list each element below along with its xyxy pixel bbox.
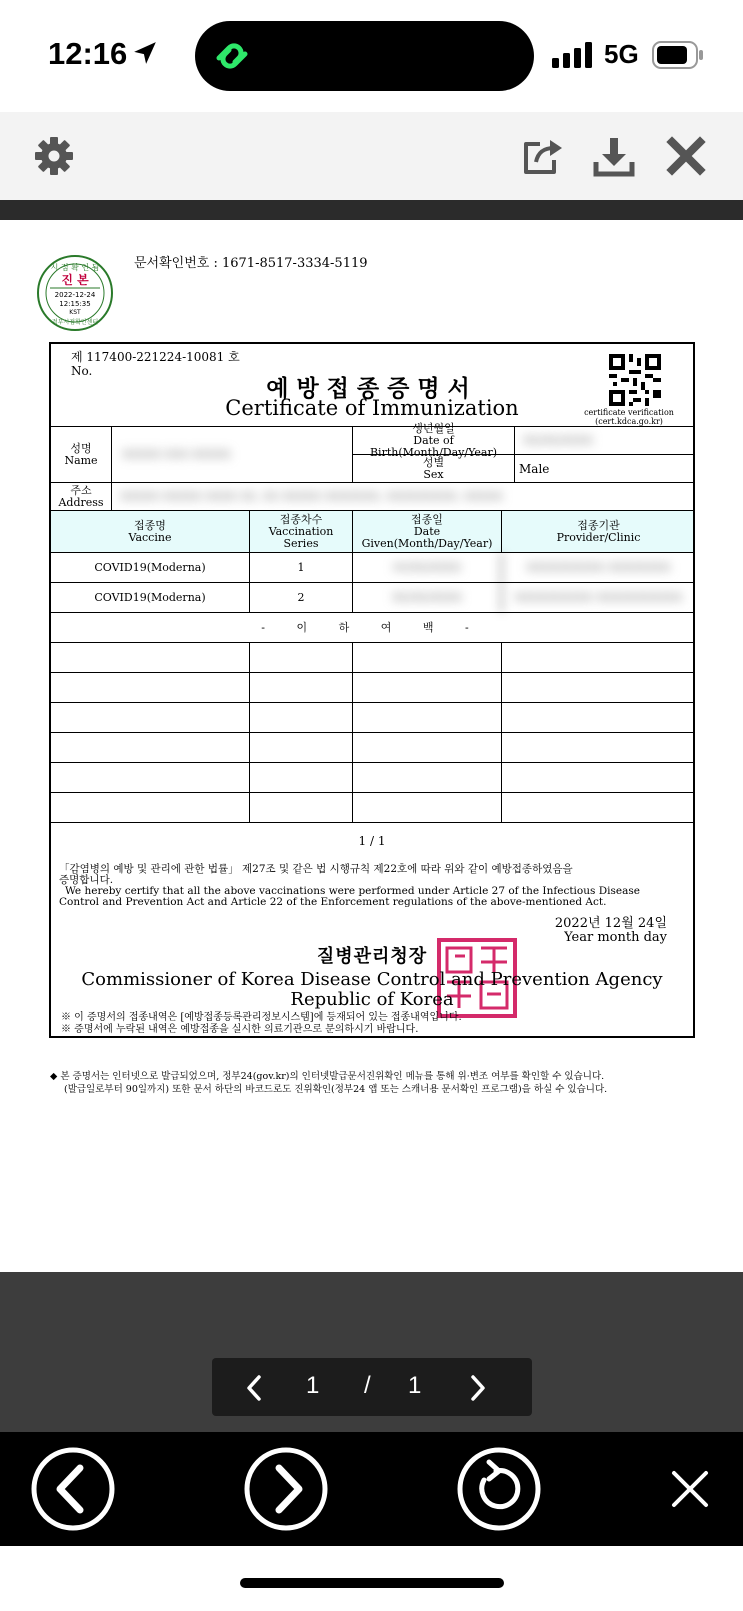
next-page-icon[interactable] <box>468 1374 488 1402</box>
empty-row <box>51 672 693 702</box>
status-bar <box>0 0 743 112</box>
sex-label-ko: 성별 <box>422 455 445 469</box>
qr-caption-url: (cert.kdca.go.kr) <box>595 417 663 426</box>
close-icon[interactable] <box>664 134 708 178</box>
dynamic-island <box>195 21 534 91</box>
stamp-time: 12:15:35 <box>59 300 91 308</box>
col-date-ko: 접종일 <box>411 512 443 526</box>
network-type: 5G <box>604 39 639 69</box>
refresh-circle-icon[interactable] <box>456 1446 542 1532</box>
note-1: ※ 이 증명서의 접종내역은 [예방접종등록관리정보시스템]에 등재되어 있는 접종내역입니다. <box>61 1012 462 1023</box>
qr-code[interactable] <box>609 354 661 406</box>
close-x-icon[interactable] <box>650 1446 730 1532</box>
sex-label-en: Sex <box>423 467 444 481</box>
dob-value: XX/XX/XXXX <box>523 433 594 447</box>
table-bottom-line <box>51 822 693 823</box>
row-date: XX/XX/XXXX <box>353 583 502 612</box>
vaccine-table-header <box>51 510 693 552</box>
note-2: ※ 증명서에 누락된 내역은 예방접종을 실시한 의료기관으로 문의하시기 바랍니다. <box>61 1024 419 1035</box>
document-page-count: 1 / 1 <box>358 834 386 848</box>
stamp-bottom-text: 정부시점확인센터 <box>51 319 99 326</box>
location-arrow-icon <box>132 40 158 66</box>
row-vaccine: COVID19(Moderna) <box>51 583 250 612</box>
stamp-authentic-text: 진 본 <box>61 273 89 287</box>
blank-text: - 이 하 여 백 - <box>261 620 483 634</box>
viewer-bottom-area <box>0 1272 743 1432</box>
toolbar-divider <box>0 200 743 220</box>
name-label-ko: 성명 <box>70 442 92 455</box>
agency-name-ko: 질병관리청장 <box>316 946 428 967</box>
certificate-number-label: No. <box>71 364 93 378</box>
row-series: 1 <box>250 553 353 582</box>
doc-check-number: 문서확인번호 : 1671-8517-3334-5119 <box>134 256 368 271</box>
certification-statement <box>59 864 685 908</box>
empty-row <box>51 792 693 822</box>
empty-row <box>51 702 693 732</box>
issue-date-ko: 2022년 12월 24일 <box>554 916 667 931</box>
stamp-top-text: 시 점 확 인 됨 <box>50 263 100 272</box>
table-row <box>51 552 693 582</box>
row-date: 09/XX/XXXX <box>353 553 502 582</box>
agency-country: Republic of Korea <box>290 989 454 1010</box>
sex-row <box>353 454 695 482</box>
app-activity-icon <box>211 36 253 76</box>
forward-circle-icon[interactable] <box>243 1446 329 1532</box>
footer-note-1: ◆ 본 증명서는 인터넷으로 발급되었으며, 정부24(gov.kr)의 인터넷발급문서진위확인 메뉴를 통해 위·변조 여부를 확인할 수 있습니다. <box>50 1071 605 1082</box>
certificate-frame <box>49 342 695 1038</box>
col-series-en: Vaccination Series <box>268 524 334 550</box>
sex-value: Male <box>519 461 550 476</box>
statement-ko-line2: 증명합니다. <box>59 874 114 886</box>
issue-date-en: Year month day <box>564 930 667 945</box>
statement-ko-line1: 「감염병의 예방 및 관리에 관한 법률」 제27조 및 같은 법 시행규칙 제22호에 따라 위와 같이 예방접종하였음을 <box>59 863 573 875</box>
dob-label-ko: 생년월일 <box>412 421 455 435</box>
statement-en-line2: Control and Prevention Act and Article 22 of the Enforcement regulations of the above-mentioned Act. <box>59 896 607 908</box>
table-row <box>51 582 693 612</box>
certificate-title-ko: 예방접종증명서 <box>266 375 478 402</box>
home-indicator-area <box>0 1546 743 1611</box>
name-label-en: Name <box>64 454 98 467</box>
footer-note-2: (발급일로부터 90일까지) 또한 문서 하단의 바코드로도 진위확인(정부24 앱 또는 스캐너용 문서확인 프로그램)을 하실 수 있습니다. <box>64 1084 608 1095</box>
download-icon[interactable] <box>592 134 636 178</box>
signal-bars-icon <box>552 42 592 68</box>
empty-row <box>51 762 693 792</box>
row-provider: XXXXXXXXXX XXXXXXXX <box>526 560 671 574</box>
empty-row <box>51 642 693 672</box>
authenticity-stamp <box>36 254 114 332</box>
back-circle-icon[interactable] <box>30 1446 116 1532</box>
current-page: 1 <box>306 1372 320 1399</box>
bottom-nav-bar <box>0 1432 743 1546</box>
stamp-timezone: KST <box>69 309 81 316</box>
row-series: 2 <box>250 583 353 612</box>
dob-label-en: Date of Birth(Month/Day/Year) <box>369 433 498 459</box>
col-provider-ko: 접종기관 <box>577 518 620 532</box>
gear-icon[interactable] <box>32 134 76 178</box>
agency-name-en: Commissioner of Korea Disease Control and Prevention Agency <box>81 969 663 990</box>
statement-en-line1: We hereby certify that all the above vaccinations were performed under Article 27 of the Infectious Disease <box>65 885 640 897</box>
address-row <box>51 482 693 510</box>
share-icon[interactable] <box>520 134 564 178</box>
address-label-ko: 주소 <box>70 483 92 497</box>
battery-icon <box>652 41 704 69</box>
col-vaccine-ko: 접종명 <box>134 518 166 532</box>
col-series-ko: 접종차수 <box>279 512 323 526</box>
address-value: XXXXX XXXXX XXXX XX, XX XXXXX XXXXXXX, XXXXXXXXX, XXXXX <box>120 489 504 503</box>
qr-caption: certificate verification <box>584 408 674 417</box>
stamp-date: 2022-12-24 <box>54 291 96 299</box>
status-time: 12:16 <box>48 36 128 71</box>
page-separator: / <box>364 1372 371 1399</box>
total-pages: 1 <box>408 1372 422 1399</box>
home-indicator[interactable] <box>240 1578 504 1588</box>
blank-marker-row <box>51 612 693 642</box>
row-vaccine: COVID19(Moderna) <box>51 553 250 582</box>
prev-page-icon[interactable] <box>244 1374 264 1402</box>
viewer-toolbar <box>0 112 743 200</box>
col-date-en: Date Given(Month/Day/Year) <box>361 524 493 550</box>
col-vaccine-en: Vaccine <box>128 530 172 544</box>
empty-row <box>51 732 693 762</box>
certificate-title-en: Certificate of Immunization <box>225 396 519 420</box>
certificate-number: 제 117400-221224-10081 호 <box>71 350 240 364</box>
name-value: XXXXX XXX XXXXX <box>122 448 231 461</box>
address-label-en: Address <box>58 495 104 509</box>
col-provider-en: Provider/Clinic <box>556 530 641 544</box>
row-provider: XXXXXXXXXX XXXXXXXXXXX <box>514 590 683 604</box>
pagination-control <box>212 1358 532 1416</box>
document-page <box>0 220 743 1272</box>
